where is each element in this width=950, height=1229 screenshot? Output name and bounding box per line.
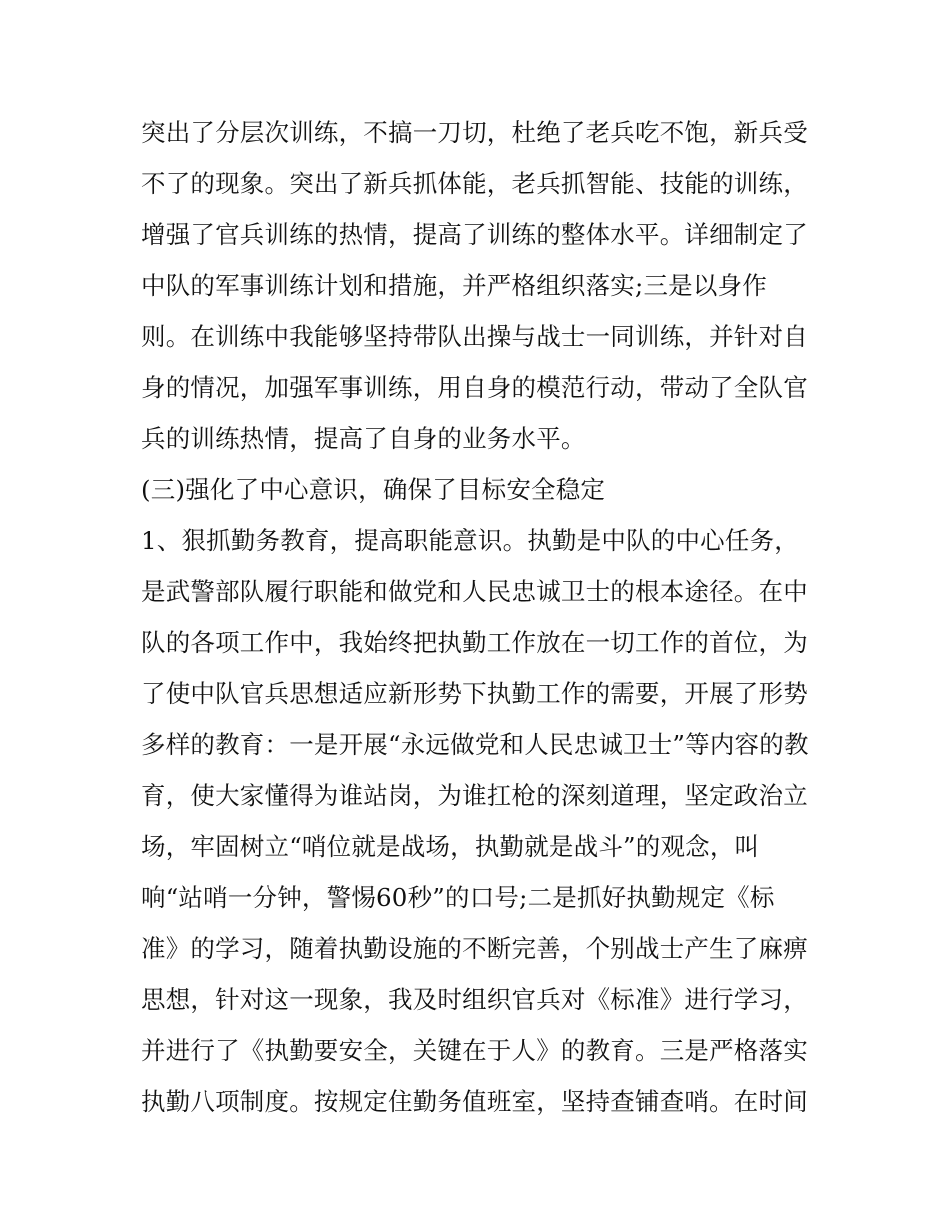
text-line: 并进行了《执勤要安全，关键在于人》的教育。三是严格落实 <box>141 1036 808 1065</box>
text-line: 突出了分层次训练，不搞一刀切，杜绝了老兵吃不饱，新兵受 <box>141 118 808 147</box>
text-line: 不了的现象。突出了新兵抓体能，老兵抓智能、技能的训练， <box>141 169 808 198</box>
body-text <box>141 107 821 1127</box>
text-line: 1、狠抓勤务教育，提高职能意识。执勤是中队的中心任务， <box>141 526 799 555</box>
text-line: 多样的教育：一是开展“永远做党和人民忠诚卫士”等内容的教 <box>141 730 809 759</box>
text-line: 思想，针对这一现象，我及时组织官兵对《标准》进行学习， <box>141 985 808 1014</box>
text-line: 了使中队官兵思想适应新形势下执勤工作的需要，开展了形势 <box>141 679 808 708</box>
text-line: 兵的训练热情，提高了自身的业务水平。 <box>141 424 586 453</box>
section-heading: (三)强化了中心意识，确保了目标安全稳定 <box>141 475 606 504</box>
text-line: 响“站哨一分钟，警惕60秒”的口号;二是抓好执勤规定《标 <box>141 883 775 912</box>
text-line: 队的各项工作中，我始终把执勤工作放在一切工作的首位，为 <box>141 628 808 657</box>
text-line: 则。在训练中我能够坚持带队出操与战士一同训练，并针对自 <box>141 322 808 351</box>
text-line: 中队的军事训练计划和措施，并严格组织落实;三是以身作 <box>141 271 767 300</box>
text-line: 准》的学习，随着执勤设施的不断完善，个别战士产生了麻痹 <box>141 934 808 963</box>
text-line: 育，使大家懂得为谁站岗，为谁扛枪的深刻道理，坚定政治立 <box>141 781 808 810</box>
text-line: 场，牢固树立“哨位就是战场，执勤就是战斗”的观念，叫 <box>141 832 760 861</box>
text-line: 执勤八项制度。按规定住勤务值班室，坚持查铺查哨。在时间 <box>141 1087 808 1116</box>
text-line: 是武警部队履行职能和做党和人民忠诚卫士的根本途径。在中 <box>141 577 808 606</box>
text-line: 增强了官兵训练的热情，提高了训练的整体水平。详细制定了 <box>141 220 808 249</box>
text-line: 身的情况，加强军事训练，用自身的模范行动，带动了全队官 <box>141 373 808 402</box>
